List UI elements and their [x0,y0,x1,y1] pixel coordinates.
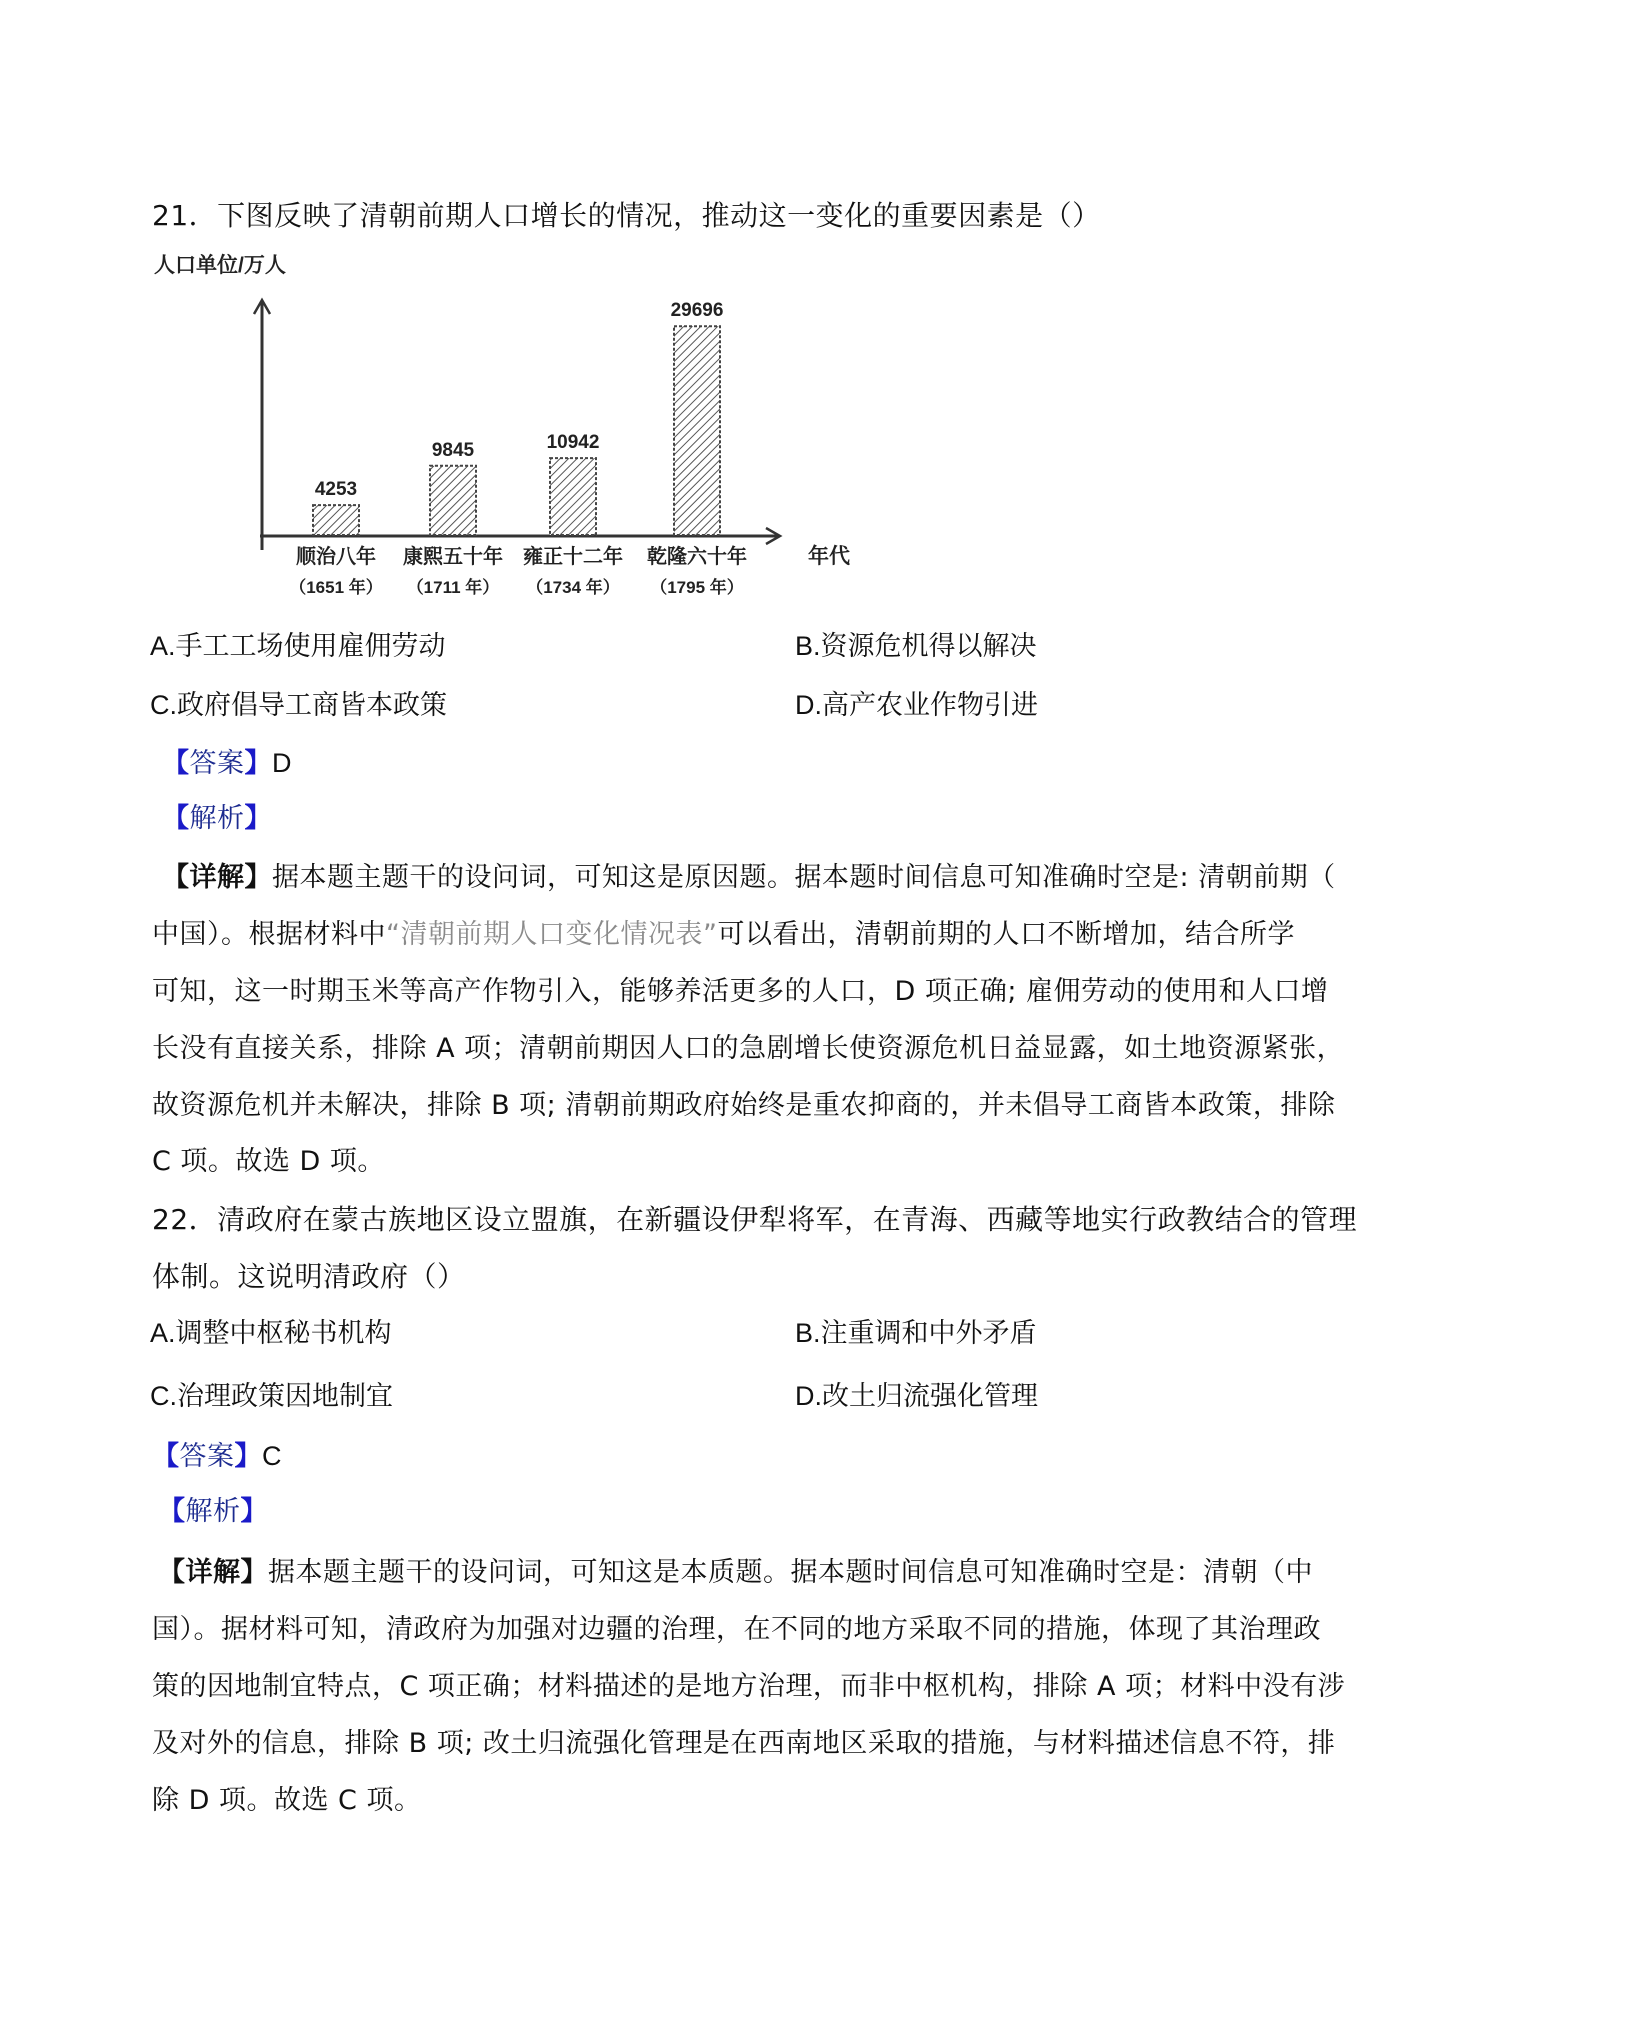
detail-label: 【详解】 [158,1557,268,1588]
detail-label: 【详解】 [162,862,272,893]
q22-detail-line-5: 除 D 项。故选 C 项。 [152,1785,422,1816]
q22-detail-line-2: 国）。据材料可知，清政府为加强对边疆的治理，在不同的地方采取不同的措施，体现了其治理政 [152,1614,1321,1645]
q22-option-d[interactable]: D.改土归流强化管理 [795,1381,1038,1412]
x-tick-label: 乾隆六十年 [647,546,747,568]
q21-detail-line-4: 长没有直接关系，排除 A 项；清朝前期因人口的急剧增长使资源危机日益显露，如土地资源紧张， [152,1033,1345,1064]
q21-option-d[interactable]: D.高产农业作物引进 [795,690,1038,721]
answer-label: 【答案】 [152,1441,262,1472]
q22-analysis-label: 【解析】 [158,1496,268,1527]
x-tick-sublabel: （1711 年） [406,578,500,597]
answer-value: D [272,748,292,778]
question-22-stem-line-2: 体制。这说明清政府（） [152,1260,466,1293]
answer-label: 【答案】 [162,748,272,779]
q22-detail-line-1: 【详解】据本题主题干的设问词，可知这是本质题。据本题时间信息可知准确时空是：清朝（中 [158,1557,1313,1588]
bar-value-label: 9845 [431,439,475,461]
x-tick-sublabel: （1651 年） [289,578,383,597]
q21-answer [162,743,292,784]
q22-detail-line-3: 策的因地制宜特点，C 项正确；材料描述的是地方治理，而非中枢机构，排除 A 项；材料中没有涉 [152,1671,1346,1702]
bar-2 [550,458,596,535]
q21-option-b[interactable]: B.资源危机得以解决 [795,631,1037,662]
bar-value-label: 29696 [670,300,724,322]
bar-0 [313,505,359,535]
x-tick-sublabel: （1734 年） [526,578,620,597]
q21-option-a[interactable]: A.手工工场使用雇佣劳动 [150,631,446,662]
bar-value-label: 10942 [546,432,600,454]
q21-detail-line-2: 中国）。根据材料中“清朝前期人口变化情况表”可以看出，清朝前期的人口不断增加，结合所学 [152,919,1295,950]
q21-detail-line-1: 【详解】据本题主题干的设问词，可知这是原因题。据本题时间信息可知准确时空是: 清朝前期（ [162,862,1336,893]
bar-1 [430,466,476,535]
q21-detail-line-3: 可知，这一时期玉米等高产作物引入，能够养活更多的人口，D 项正确; 雇佣劳动的使用和人口增 [152,976,1329,1007]
q21-option-c[interactable]: C.政府倡导工商皆本政策 [150,690,447,721]
q22-answer [152,1436,282,1477]
q22-option-b[interactable]: B.注重调和中外矛盾 [795,1318,1037,1349]
q21-analysis-label: 【解析】 [162,803,272,834]
answer-value: C [262,1441,282,1471]
bar-value-label: 4253 [314,479,358,501]
question-21-stem: 21．下图反映了清朝前期人口增长的情况，推动这一变化的重要因素是（） [152,199,1101,232]
quoted-material: “清朝前期人口变化情况表” [386,919,718,950]
x-axis-label: 年代 [808,545,850,568]
y-axis-label: 人口单位/万人 [154,254,286,277]
bar-3 [674,326,720,535]
q22-detail-line-4: 及对外的信息，排除 B 项; 改土归流强化管理是在西南地区采取的措施，与材料描述信息不符，排 [152,1728,1336,1759]
q21-detail-line-5: 故资源危机并未解决，排除 B 项; 清朝前期政府始终是重农抑商的，并未倡导工商皆本政策，排除 [152,1090,1336,1121]
population-bar-chart [140,250,880,610]
q22-option-c[interactable]: C.治理政策因地制宜 [150,1381,393,1412]
q22-option-a[interactable]: A.调整中枢秘书机构 [150,1318,392,1349]
question-22-stem-line-1: 22．清政府在蒙古族地区设立盟旗，在新疆设伊犁将军，在青海、西藏等地实行政教结合的管理 [152,1203,1358,1236]
x-tick-sublabel: （1795 年） [650,578,744,597]
x-tick-label: 顺治八年 [296,546,376,568]
q21-detail-line-6: C 项。故选 D 项。 [152,1146,385,1177]
x-tick-label: 雍正十二年 [523,546,623,568]
x-tick-label: 康熙五十年 [403,546,503,568]
